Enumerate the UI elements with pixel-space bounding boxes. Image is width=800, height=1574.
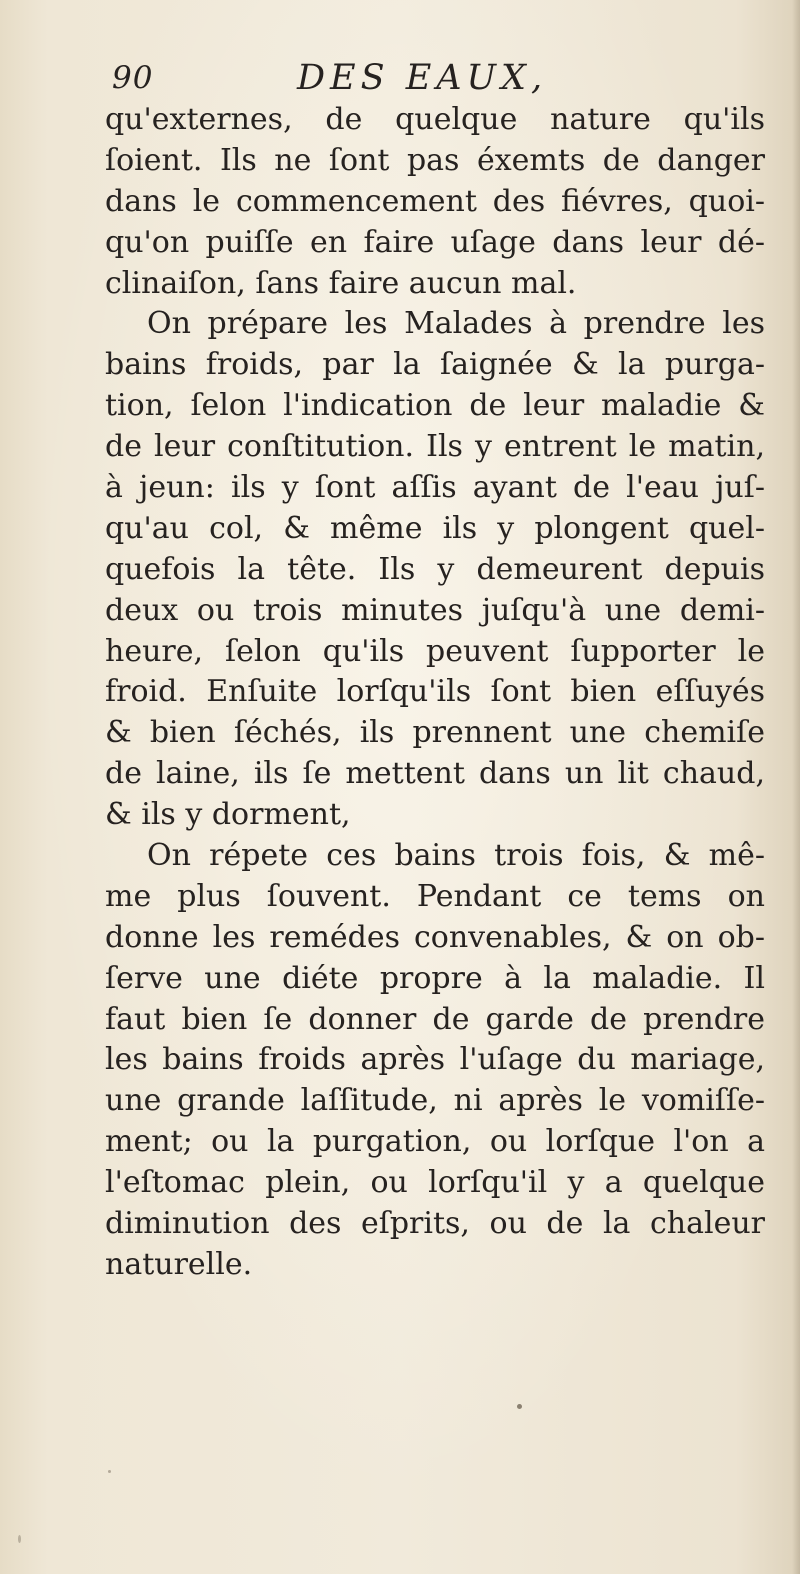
text-line: dans le commencement des fiévres, quoi-: [105, 183, 765, 219]
running-title: DES EAUX,: [297, 58, 548, 98]
text-line: diminution des eſprits, ou de la chaleur: [105, 1206, 765, 1242]
page-number: 90: [112, 60, 154, 96]
text-line: tion, ſelon l'indication de leur maladie &: [105, 388, 765, 424]
text-line: deux ou trois minutes juſqu'à une demi-: [105, 592, 765, 628]
text-line: quefois la tête. Ils y demeurent depuis: [105, 551, 765, 587]
text-line: me plus ſouvent. Pendant ce tems on: [105, 878, 765, 914]
text-line: l'eſtomac plein, ou lorſqu'il y a quelque: [105, 1165, 765, 1201]
text-line: qu'on puiſſe en faire uſage dans leur dé-: [105, 224, 765, 260]
paper-speck: [108, 1470, 111, 1473]
text-line: donne les remédes convenables, & on ob-: [105, 919, 765, 955]
text-line: On répete ces bains trois fois, & mê-: [147, 838, 765, 874]
text-line: & ils y dorment,: [105, 797, 351, 833]
text-line: ment; ou la purgation, ou lorſque l'on a: [105, 1124, 765, 1160]
body-text: [105, 100, 765, 1286]
text-line: bains froids, par la ſaignée & la purga-: [105, 347, 765, 383]
text-line: à jeun: ils y ſont aſſis ayant de l'eau juſ-: [105, 470, 765, 506]
paper-speck: [517, 1404, 522, 1409]
text-line: de leur conſtitution. Ils y entrent le matin,: [105, 429, 765, 465]
text-line: On prépare les Malades à prendre les: [147, 306, 765, 342]
text-line: naturelle.: [105, 1246, 253, 1282]
text-line: heure, ſelon qu'ils peuvent ſupporter le: [105, 633, 765, 669]
text-line: clinaiſon, ſans faire aucun mal.: [105, 265, 577, 301]
text-line: une grande laſſitude, ni après le vomiſſe-: [105, 1083, 765, 1119]
text-line: & bien ſéchés, ils prennent une chemiſe: [105, 715, 765, 751]
text-line: faut bien ſe donner de garde de prendre: [105, 1001, 765, 1037]
text-line: les bains froids après l'uſage du mariage,: [105, 1042, 765, 1078]
paper-speck: [18, 1535, 21, 1543]
page-edge-shadow: [792, 0, 800, 1574]
text-line: qu'externes, de quelque nature qu'ils: [105, 102, 765, 137]
text-line: qu'au col, & même ils y plongent quel-: [105, 510, 765, 546]
text-line: froid. Enſuite lorſqu'ils ſont bien eſſuyés: [105, 674, 765, 710]
text-line: de laine, ils ſe mettent dans un lit chaud,: [105, 756, 765, 792]
text-line: ſerve une diéte propre à la maladie. Il: [105, 960, 765, 996]
running-header: [112, 58, 672, 106]
text-line: ſoient. Ils ne ſont pas éxemts de danger: [105, 142, 765, 178]
